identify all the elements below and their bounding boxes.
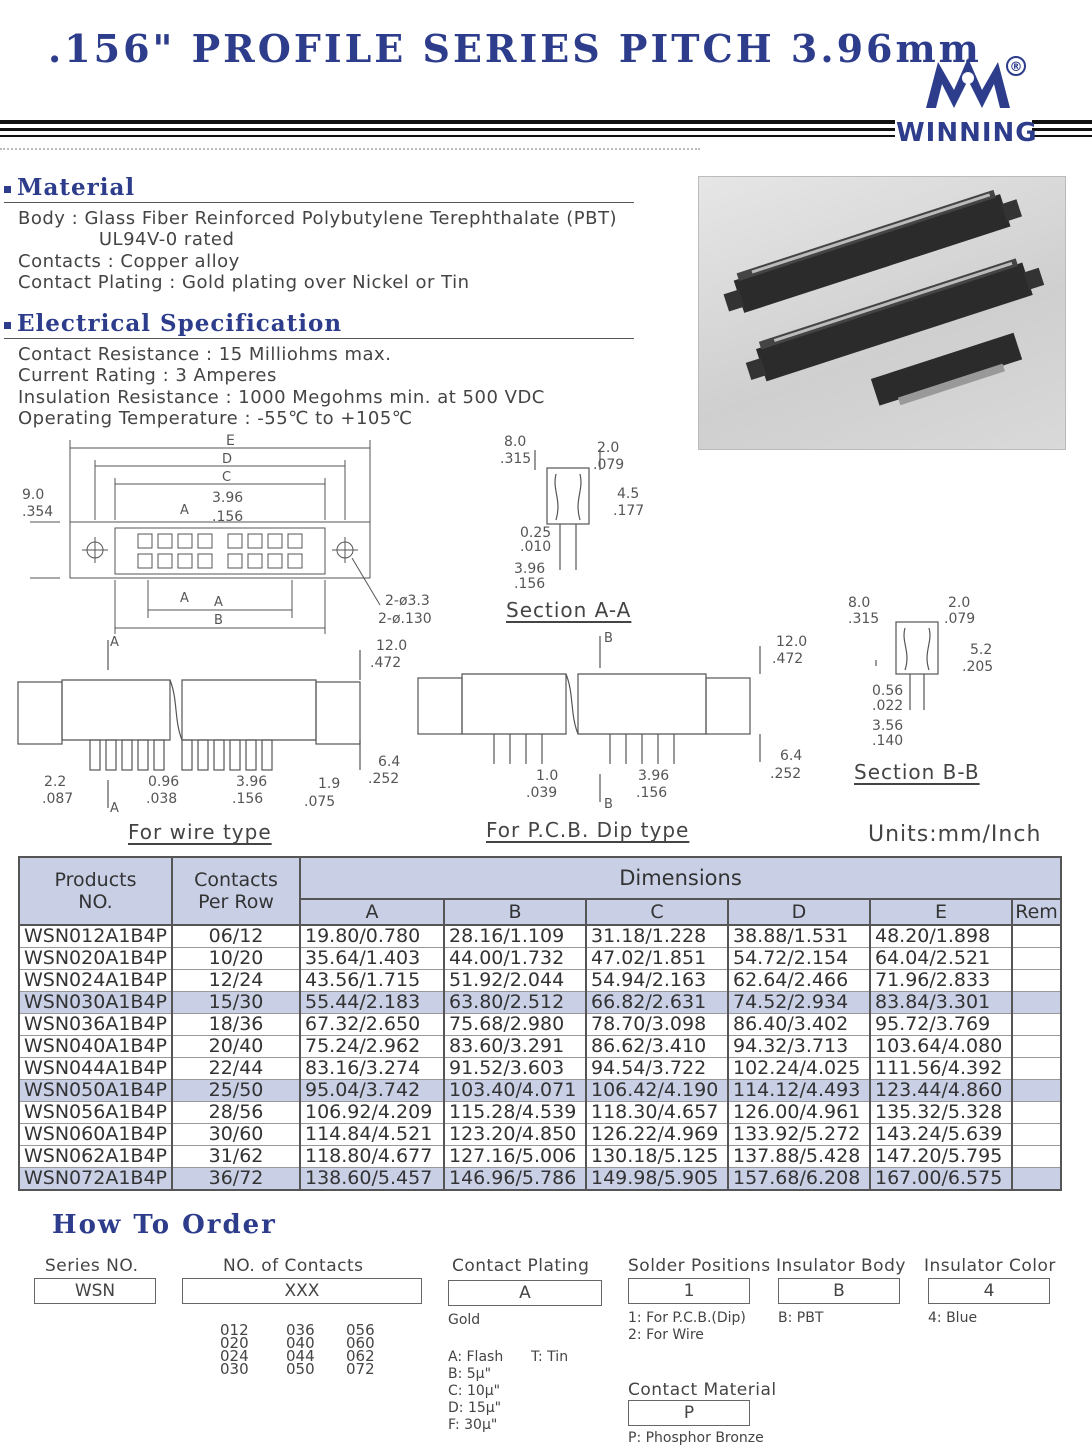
dim-e-cell: 135.32/5.328 (870, 1102, 1012, 1124)
dim-e-cell: 83.84/3.301 (870, 992, 1012, 1014)
product-no-cell: WSN044A1B4P (19, 1058, 172, 1080)
page-title: .156" PROFILE SERIES PITCH 3.96mm (48, 26, 982, 71)
dim-e-cell: 64.04/2.521 (870, 948, 1012, 970)
header-text: Contacts (194, 869, 278, 891)
dim-label: 12.0 (776, 634, 808, 650)
contacts-cell: 12/24 (172, 970, 300, 992)
dim-e-cell: 103.64/4.080 (870, 1036, 1012, 1058)
col-header-e: E (870, 899, 1012, 925)
dim-a-cell: 118.80/4.677 (300, 1146, 444, 1168)
dim-c-cell: 47.02/1.851 (586, 948, 728, 970)
contacts-cell: 15/30 (172, 992, 300, 1014)
contacts-cell: 36/72 (172, 1168, 300, 1191)
plating-options: A: Flash B: 5µ" C: 10µ" D: 15µ" F: 30µ" (448, 1349, 504, 1433)
dim-e-cell: 167.00/6.575 (870, 1168, 1012, 1191)
dim-e-cell: 143.24/5.639 (870, 1124, 1012, 1146)
dim-c-cell: 126.22/4.969 (586, 1124, 728, 1146)
material-options: P: Phosphor Bronze (628, 1430, 764, 1446)
dim-c-cell: 130.18/5.125 (586, 1146, 728, 1168)
header-rule (1032, 135, 1092, 137)
table-row (19, 948, 1061, 970)
dim-d-cell: 126.00/4.961 (728, 1102, 870, 1124)
col-header-c: C (586, 899, 728, 925)
header-rule (1032, 128, 1092, 131)
dim-b-cell: 91.52/3.603 (444, 1058, 586, 1080)
plating-value: A (448, 1280, 602, 1306)
dim-d-cell: 157.68/6.208 (728, 1168, 870, 1191)
table-row (19, 925, 1061, 948)
dim-label: 1.9 (318, 776, 341, 792)
dim-label: .079 (944, 611, 976, 627)
product-no-cell: WSN056A1B4P (19, 1102, 172, 1124)
dim-label: 5.2 (970, 642, 993, 658)
dim-b-cell: 123.20/4.850 (444, 1124, 586, 1146)
section-marker: B (604, 631, 613, 646)
dim-label: 2.2 (44, 774, 67, 790)
dim-label: 1.0 (536, 768, 559, 784)
dim-label: B (214, 613, 223, 628)
header-text: NO. (78, 891, 113, 913)
plating-tin: T: Tin (531, 1349, 569, 1365)
solder-options: 1: For P.C.B.(Dip) 2: For Wire (628, 1310, 746, 1343)
dim-label: .156 (232, 791, 264, 807)
series-label: Series NO. (45, 1256, 139, 1276)
dim-c-cell: 66.82/2.631 (586, 992, 728, 1014)
rem-cell (1012, 1014, 1061, 1036)
dim-b-cell: 51.92/2.044 (444, 970, 586, 992)
dim-d-cell: 38.88/1.531 (728, 925, 870, 948)
spec-line: Insulation Resistance : 1000 Megohms min. at 500 VDC (18, 386, 545, 408)
dim-label: .075 (304, 794, 336, 810)
section-marker: A (180, 591, 189, 606)
dim-label: D (222, 452, 233, 467)
dim-e-cell: 48.20/1.898 (870, 925, 1012, 948)
section-underline (4, 338, 634, 339)
body-value: B (778, 1278, 900, 1304)
contacts-cell: 10/20 (172, 948, 300, 970)
col-header-d: D (728, 899, 870, 925)
dim-label: 2-ø3.3 (385, 593, 430, 609)
spec-line: Contacts : Copper alloy (18, 250, 240, 272)
dim-b-cell: 83.60/3.291 (444, 1036, 586, 1058)
body-label: Insulator Body (776, 1256, 906, 1276)
dim-label: .315 (848, 611, 880, 627)
wire-type-drawing (0, 630, 420, 820)
dim-label: .087 (42, 791, 74, 807)
dim-label: 6.4 (780, 748, 803, 764)
contacts-options: 012 020 024 030 (220, 1321, 249, 1378)
table-row (19, 1036, 1061, 1058)
dim-b-cell: 115.28/4.539 (444, 1102, 586, 1124)
dim-c-cell: 86.62/3.410 (586, 1036, 728, 1058)
dim-a-cell: 75.24/2.962 (300, 1036, 444, 1058)
spec-line: Body : Glass Fiber Reinforced Polybutylene Terephthalate (PBT) (18, 208, 617, 229)
dim-a-cell: 138.60/5.457 (300, 1168, 444, 1191)
rem-cell (1012, 1080, 1061, 1102)
dim-a-cell: 114.84/4.521 (300, 1124, 444, 1146)
spec-line: UL94V-0 rated (18, 229, 235, 251)
header-text: Products (54, 869, 137, 891)
table-row (19, 1080, 1061, 1102)
dim-b-cell: 63.80/2.512 (444, 992, 586, 1014)
dim-label: .156 (636, 785, 668, 801)
dim-d-cell: 94.32/3.713 (728, 1036, 870, 1058)
how-to-order-heading: How To Order (52, 1210, 277, 1240)
solder-label: Solder Positions (628, 1256, 771, 1276)
dim-label: .205 (962, 659, 994, 675)
contacts-options: 056 060 062 072 (346, 1321, 375, 1378)
dim-label: 2-ø.130 (378, 611, 432, 627)
dim-d-cell: 74.52/2.934 (728, 992, 870, 1014)
spec-line: Operating Temperature : -55℃ to +105℃ (18, 407, 413, 429)
col-header-b: B (444, 899, 586, 925)
rem-cell (1012, 1036, 1061, 1058)
section-marker: B (604, 797, 613, 812)
dim-label: 0.25 (520, 525, 552, 541)
dim-label: .354 (22, 504, 54, 520)
product-no-cell: WSN030A1B4P (19, 992, 172, 1014)
dim-c-cell: 94.54/3.722 (586, 1058, 728, 1080)
dim-b-cell: 75.68/2.980 (444, 1014, 586, 1036)
dim-a-cell: 19.80/0.780 (300, 925, 444, 948)
dim-label: 8.0 (504, 434, 527, 450)
rem-cell (1012, 1124, 1061, 1146)
rem-cell (1012, 1102, 1061, 1124)
dim-label: 3.56 (872, 718, 904, 734)
product-no-cell: WSN036A1B4P (19, 1014, 172, 1036)
header-rule (1032, 120, 1092, 124)
dim-d-cell: 62.64/2.466 (728, 970, 870, 992)
dim-b-cell: 44.00/1.732 (444, 948, 586, 970)
dim-d-cell: 54.72/2.154 (728, 948, 870, 970)
contacts-cell: 18/36 (172, 1014, 300, 1036)
header-text: Per Row (198, 891, 274, 913)
product-no-cell: WSN012A1B4P (19, 925, 172, 948)
dim-label: .038 (146, 791, 178, 807)
material-heading: Material (4, 174, 135, 201)
dim-c-cell: 78.70/3.098 (586, 1014, 728, 1036)
table-row (19, 992, 1061, 1014)
contacts-options: 036 040 044 050 (286, 1321, 315, 1378)
dim-label: .472 (370, 655, 402, 671)
dim-c-cell: 149.98/5.905 (586, 1168, 728, 1191)
dim-c-cell: 54.94/2.163 (586, 970, 728, 992)
dim-label: C (222, 470, 232, 485)
dim-a-cell: 106.92/4.209 (300, 1102, 444, 1124)
dim-a-cell: 43.56/1.715 (300, 970, 444, 992)
dim-d-cell: 86.40/3.402 (728, 1014, 870, 1036)
rem-cell (1012, 992, 1061, 1014)
plating-label: Contact Plating (452, 1256, 590, 1276)
table-row (19, 1168, 1061, 1191)
dim-label: 4.5 (617, 486, 640, 502)
rem-cell (1012, 970, 1061, 992)
section-underline (4, 202, 634, 203)
header-rule (0, 135, 895, 137)
col-header-rem: Rem (1012, 899, 1061, 925)
electrical-heading: Electrical Specification (4, 310, 342, 337)
product-no-cell: WSN040A1B4P (19, 1036, 172, 1058)
rem-cell (1012, 948, 1061, 970)
dim-a-cell: 55.44/2.183 (300, 992, 444, 1014)
product-no-cell: WSN020A1B4P (19, 948, 172, 970)
dim-label: .140 (872, 733, 904, 749)
dim-e-cell: 111.56/4.392 (870, 1058, 1012, 1080)
material-label: Contact Material (628, 1380, 777, 1400)
col-header-a: A (300, 899, 444, 925)
section-marker: A (110, 635, 119, 650)
contacts-cell: 06/12 (172, 925, 300, 948)
dim-label: 2.0 (597, 440, 620, 456)
dim-label: .252 (368, 771, 400, 787)
plating-gold: Gold (448, 1312, 481, 1328)
color-options: 4: Blue (928, 1310, 978, 1326)
registered-mark: ® (1009, 60, 1023, 75)
product-no-cell: WSN062A1B4P (19, 1146, 172, 1168)
dim-label: 0.56 (872, 683, 904, 699)
material-value: P (628, 1400, 750, 1426)
dim-b-cell: 127.16/5.006 (444, 1146, 586, 1168)
contacts-cell: 22/44 (172, 1058, 300, 1080)
dim-d-cell: 102.24/4.025 (728, 1058, 870, 1080)
contacts-cell: 30/60 (172, 1124, 300, 1146)
table-row (19, 1058, 1061, 1080)
dim-label: 3.96 (638, 768, 670, 784)
spec-line: Contact Resistance : 15 Milliohms max. (18, 344, 392, 365)
top-view-drawing (0, 430, 470, 640)
dim-label: .252 (770, 766, 802, 782)
header-rule (0, 120, 895, 124)
dim-label: A (214, 595, 223, 610)
dim-label: 3.96 (236, 774, 268, 790)
dim-label: 6.4 (378, 754, 401, 770)
rem-cell (1012, 925, 1061, 948)
header-rule (0, 128, 895, 131)
section-aa-label: Section A-A (506, 598, 632, 622)
rem-cell (1012, 1146, 1061, 1168)
contacts-header (172, 857, 300, 925)
product-no-cell: WSN050A1B4P (19, 1080, 172, 1102)
dim-a-cell: 35.64/1.403 (300, 948, 444, 970)
dim-b-cell: 146.96/5.786 (444, 1168, 586, 1191)
rem-cell (1012, 1168, 1061, 1191)
pcb-type-label: For P.C.B. Dip type (486, 818, 690, 842)
dim-d-cell: 137.88/5.428 (728, 1146, 870, 1168)
contacts-cell: 28/56 (172, 1102, 300, 1124)
dim-d-cell: 133.92/5.272 (728, 1124, 870, 1146)
table-row (19, 1102, 1061, 1124)
dim-c-cell: 106.42/4.190 (586, 1080, 728, 1102)
spec-line: Current Rating : 3 Amperes (18, 365, 277, 387)
dim-label: .079 (593, 457, 625, 473)
table-row (19, 1146, 1061, 1168)
electrical-specs (18, 344, 545, 429)
contacts-label: NO. of Contacts (223, 1256, 364, 1276)
dim-label: 9.0 (22, 487, 45, 503)
dim-label: .039 (526, 785, 558, 801)
body-options: B: PBT (778, 1310, 824, 1326)
series-value: WSN (34, 1278, 156, 1304)
dim-a-cell: 95.04/3.742 (300, 1080, 444, 1102)
dim-label: 2.0 (948, 595, 971, 611)
dim-label: 8.0 (848, 595, 871, 611)
pcb-type-drawing (416, 628, 816, 818)
rem-cell (1012, 1058, 1061, 1080)
table-row (19, 1014, 1061, 1036)
color-value: 4 (928, 1278, 1050, 1304)
dim-label: .315 (500, 451, 532, 467)
units-label: Units:mm/Inch (868, 822, 1042, 847)
material-specs (18, 208, 617, 293)
product-no-cell: WSN060A1B4P (19, 1124, 172, 1146)
contacts-cell: 25/50 (172, 1080, 300, 1102)
dim-label: .022 (872, 698, 904, 714)
table-row (19, 1124, 1061, 1146)
spec-line: Contact Plating : Gold plating over Nickel or Tin (18, 271, 470, 293)
dim-e-cell: 147.20/5.795 (870, 1146, 1012, 1168)
color-label: Insulator Color (924, 1256, 1056, 1276)
contacts-cell: 20/40 (172, 1036, 300, 1058)
section-bb-drawing (840, 590, 1010, 760)
dim-e-cell: 71.96/2.833 (870, 970, 1012, 992)
dim-b-cell: 103.40/4.071 (444, 1080, 586, 1102)
dim-label: 12.0 (376, 638, 408, 654)
dimensions-header: Dimensions (300, 857, 1061, 899)
section-marker: A (110, 801, 119, 816)
dim-c-cell: 31.18/1.228 (586, 925, 728, 948)
product-no-cell: WSN072A1B4P (19, 1168, 172, 1191)
dim-a-cell: 67.32/2.650 (300, 1014, 444, 1036)
dim-label: 0.96 (148, 774, 180, 790)
dim-label: .177 (613, 503, 645, 519)
dim-label: .156 (212, 509, 244, 525)
section-bb-label: Section B-B (854, 760, 980, 784)
product-photo (698, 176, 1066, 450)
dim-a-cell: 83.16/3.274 (300, 1058, 444, 1080)
dim-label: .156 (514, 576, 546, 592)
dim-d-cell: 114.12/4.493 (728, 1080, 870, 1102)
dim-label: 3.96 (212, 490, 244, 506)
brand-wordmark: WINNING (896, 118, 1038, 148)
dim-label: .010 (520, 539, 552, 555)
products-header (19, 857, 172, 925)
product-no-cell: WSN024A1B4P (19, 970, 172, 992)
dim-label: E (226, 433, 235, 449)
dotted-divider (0, 148, 700, 152)
dimension-table (18, 856, 1062, 1191)
dim-e-cell: 95.72/3.769 (870, 1014, 1012, 1036)
section-aa-drawing (490, 430, 660, 600)
dim-b-cell: 28.16/1.109 (444, 925, 586, 948)
dim-c-cell: 118.30/4.657 (586, 1102, 728, 1124)
wire-type-label: For wire type (128, 820, 272, 844)
dim-label: .472 (772, 651, 804, 667)
section-marker: A (180, 503, 189, 518)
contacts-value: XXX (182, 1278, 422, 1304)
solder-value: 1 (628, 1278, 750, 1304)
table-row (19, 970, 1061, 992)
dim-e-cell: 123.44/4.860 (870, 1080, 1012, 1102)
dim-label: 3.96 (514, 561, 546, 577)
contacts-cell: 31/62 (172, 1146, 300, 1168)
